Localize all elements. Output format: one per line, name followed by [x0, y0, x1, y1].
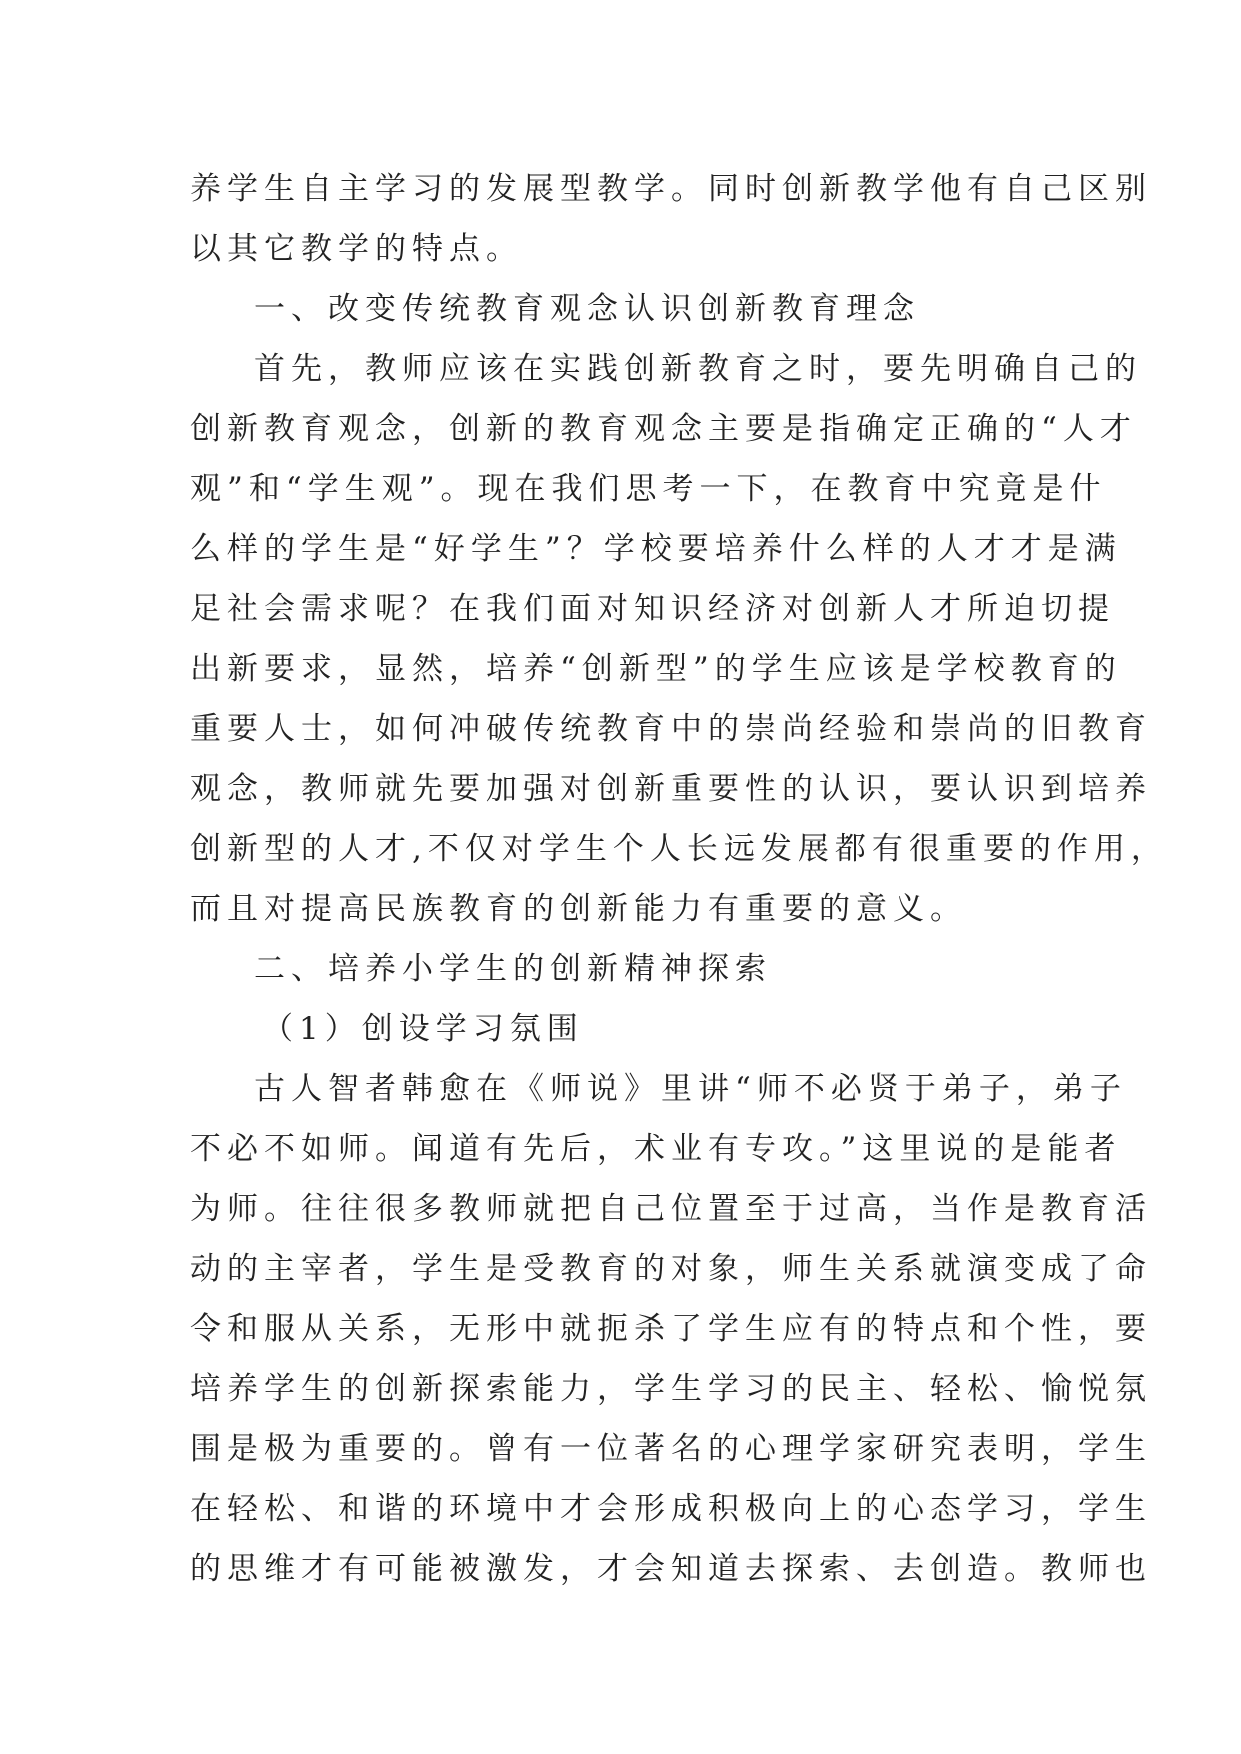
- body-line: 养学生自主学习的发展型教学。同时创新教学他有自己区别: [190, 171, 1152, 207]
- body-line: 出新要求，显然，培养“创新型”的学生应该是学校教育的: [190, 651, 1122, 687]
- body-line: 古人智者韩愈在《师说》里讲“师不必贤于弟子，弟子: [254, 1071, 1127, 1107]
- section-heading: 二、培养小学生的创新精神探索: [254, 951, 772, 987]
- subsection-heading: （1）创设学习氛围: [262, 1011, 584, 1047]
- body-line: 足社会需求呢？在我们面对知识经济对创新人才所迫切提: [190, 591, 1115, 627]
- body-line: 么样的学生是“好学生”？学校要培养什么样的人才才是满: [190, 531, 1122, 567]
- body-line: 创新型的人才,不仅对学生个人长远发展都有很重要的作用，: [190, 831, 1168, 867]
- body-line: 而且对提高民族教育的创新能力有重要的意义。: [190, 891, 967, 927]
- body-line: 创新教育观念，创新的教育观念主要是指确定正确的“人才: [190, 411, 1137, 447]
- body-line: 围是极为重要的。曾有一位著名的心理学家研究表明，学生: [190, 1431, 1152, 1467]
- body-line: 动的主宰者，学生是受教育的对象，师生关系就演变成了命: [190, 1251, 1152, 1287]
- body-line: 以其它教学的特点。: [190, 231, 523, 267]
- body-line: 在轻松、和谐的环境中才会形成积极向上的心态学习，学生: [190, 1491, 1152, 1527]
- body-line: 首先，教师应该在实践创新教育之时，要先明确自己的: [254, 351, 1142, 387]
- body-line: 培养学生的创新探索能力，学生学习的民主、轻松、愉悦氛: [190, 1371, 1152, 1407]
- body-line: 不必不如师。闻道有先后，术业有专攻。”这里说的是能者: [190, 1131, 1122, 1167]
- body-line: 令和服从关系，无形中就扼杀了学生应有的特点和个性，要: [190, 1311, 1152, 1347]
- body-line: 观念，教师就先要加强对创新重要性的认识，要认识到培养: [190, 771, 1152, 807]
- body-line: 为师。往往很多教师就把自己位置至于过高，当作是教育活: [190, 1191, 1152, 1227]
- document-body: [190, 159, 1168, 1599]
- body-line: 的思维才有可能被激发，才会知道去探索、去创造。教师也: [190, 1551, 1152, 1587]
- body-line: 重要人士，如何冲破传统教育中的崇尚经验和崇尚的旧教育: [190, 711, 1152, 747]
- body-line: 观”和“学生观”。现在我们思考一下，在教育中究竟是什: [190, 471, 1107, 507]
- section-heading: 一、改变传统教育观念认识创新教育理念: [254, 291, 920, 327]
